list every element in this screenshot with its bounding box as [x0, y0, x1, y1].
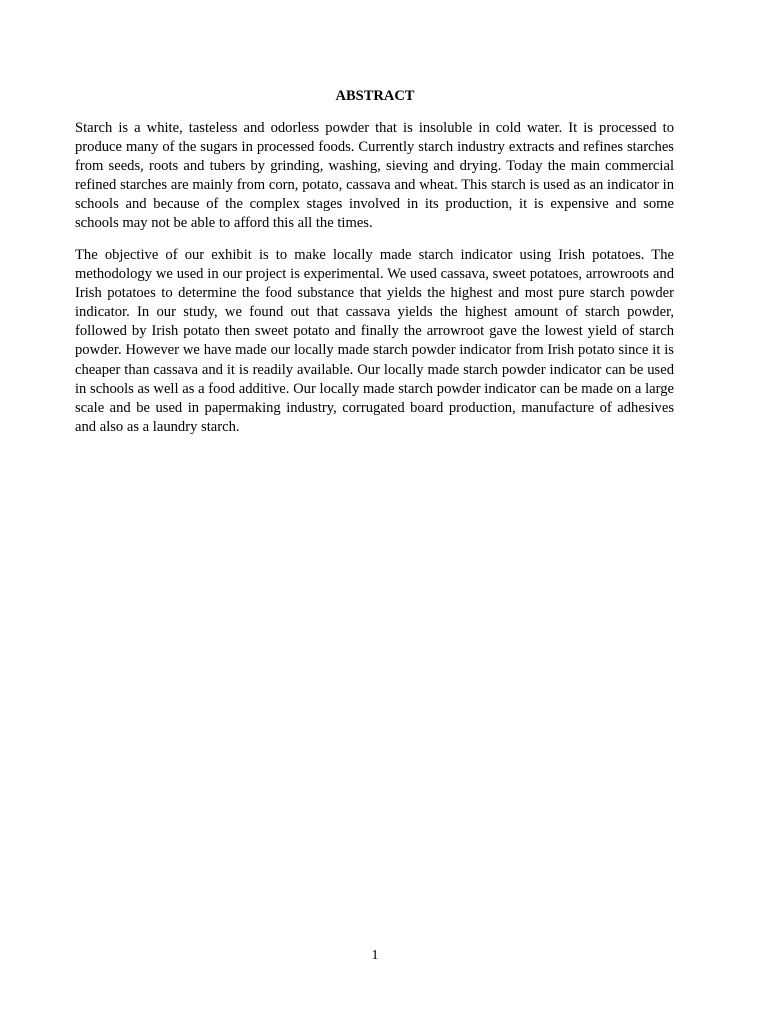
abstract-paragraph-2: The objective of our exhibit is to make locally made starch indicator using Irish potatoes. The methodology we used in our project is experimental. We used cassava, sweet potatoes, arrowroots and Irish potatoes to determine the food substance that yields the highest and most pure starch powder indicator. In our study, we found out that cassava yields the highest amount of starch powder, followed by Irish potato then sweet potato and finally the arrowroot gave the lowest yield of starch powder. However we have made our locally made starch powder indicator from Irish potato since it is cheaper than cassava and it is readily available. Our locally made starch powder indicator can be used in schools as well as a food additive. Our locally made starch powder indicator can be made on a large scale and be used in papermaking industry, corrugated board production, manufacture of adhesives and also as a laundry starch. — [75, 247, 674, 435]
page-number: 1 — [371, 948, 379, 963]
abstract-heading: ABSTRACT — [335, 88, 415, 104]
abstract-paragraph-1: Starch is a white, tasteless and odorless powder that is insoluble in cold water. It is processed to produce many of the sugars in processed foods. Currently starch industry extracts and refines starches from seeds, roots and tubers by grinding, washing, sieving and drying. Today the main commercial refined starches are mainly from corn, potato, cassava and wheat. This starch is used as an indicator in schools and because of the complex stages involved in its production, it is expensive and some schools may not be able to afford this all the times. — [75, 120, 674, 232]
